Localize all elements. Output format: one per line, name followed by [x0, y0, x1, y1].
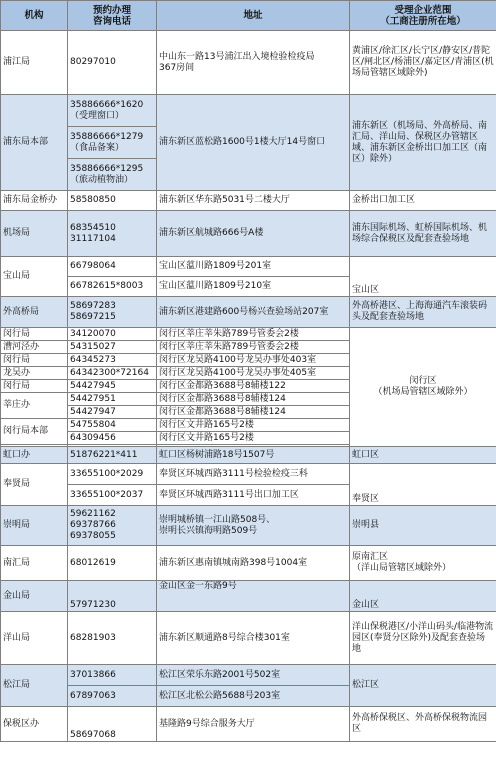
phone-cell: 35886666*1620 （受理窗口）: [68, 95, 157, 127]
phone-cell: 54427951: [68, 393, 157, 406]
header-phone: 预约办理 咨询电话: [68, 1, 157, 31]
address-cell: 闵行区金都路3688号8辅楼122: [157, 380, 350, 393]
phone-cell: 80297010: [68, 31, 157, 95]
agency-cell: 浦东局本部: [1, 95, 68, 191]
scope-cell: 虹口区: [350, 447, 496, 464]
address-cell: 浦东新区港建路600号杨兴查验场站207室: [157, 297, 350, 328]
scope-cell: 金山区: [350, 581, 496, 612]
agency-cell: 闵行局: [1, 354, 68, 367]
phone-cell: 58697068: [68, 707, 157, 742]
scope-cell: 奉贤区: [350, 464, 496, 506]
address-cell: 奉贤区环城西路3111号检验检疫三科: [157, 464, 350, 485]
scope-cell: 原南汇区 （洋山局管辖区域除外）: [350, 546, 496, 581]
agency-cell: 外高桥局: [1, 297, 68, 328]
table-row: [1, 546, 496, 581]
phone-cell: 35886666*1279 （食品备案）: [68, 127, 157, 159]
address-cell: 中山东一路13号浦江出入境检验检疫局 367房间: [157, 31, 350, 95]
address-cell: 闵行区龙吴路4100号龙吴办事处403室: [157, 354, 350, 367]
scope-cell: 浦东国际机场、虹桥国际机场、机场综合保税区及配套查验场地: [350, 211, 496, 257]
agency-cell: 机场局: [1, 211, 68, 257]
agency-cell: 虹口办: [1, 447, 68, 464]
scope-cell: 黄浦区/徐汇区/长宁区/静安区/普陀区/闸北区/杨浦区/嘉定区/青浦区(机场局管辖区域除外): [350, 31, 496, 95]
scope-cell: 外高桥港区、上海海通汽车滚装码头及配套查验场地: [350, 297, 496, 328]
phone-cell: 54315027: [68, 341, 157, 354]
agency-cell: 奉贤局: [1, 464, 68, 506]
address-cell: 崇明城桥镇一江山路508号、 崇明长兴镇海明路509号: [157, 506, 350, 546]
phone-cell: 33655100*2037: [68, 485, 157, 506]
address-cell: 浦东新区华东路5031号二楼大厅: [157, 191, 350, 211]
address-cell: 浦东新区惠南镇城南路398号1004室: [157, 546, 350, 581]
agency-cell: 南汇局: [1, 546, 68, 581]
phone-cell: 33655100*2029: [68, 464, 157, 485]
table-row: [1, 191, 496, 211]
agency-cell: 浦东局金桥办: [1, 191, 68, 211]
address-cell: 闵行区金都路3688号8辅楼124: [157, 406, 350, 419]
phone-cell: 68354510 31117104: [68, 211, 157, 257]
table-row: [1, 95, 496, 127]
phone-cell: 66782615*8003: [68, 277, 157, 297]
agency-cell: 洋山局: [1, 612, 68, 665]
phone-cell: 67897063: [68, 686, 157, 707]
phone-cell: 54427947: [68, 406, 157, 419]
phone-cell: 54427945: [68, 380, 157, 393]
phone-cell: 68281903: [68, 612, 157, 665]
address-cell: 奉贤区环城西路3111号出口加工区: [157, 485, 350, 506]
address-cell: 浦东新区航城路666号A楼: [157, 211, 350, 257]
address-cell: 浦东新区顺通路8号综合楼301室: [157, 612, 350, 665]
agency-cell: 闵行局本部: [1, 419, 68, 445]
table-row: [1, 211, 496, 257]
table-row: [1, 581, 496, 612]
phone-cell: 57971230: [68, 581, 157, 612]
table-row: [1, 257, 496, 277]
address-cell: 松江区荣乐东路2001号502室: [157, 665, 350, 686]
phone-cell: 64345273: [68, 354, 157, 367]
header-address: 地址: [157, 1, 350, 31]
address-cell: 宝山区蕰川路1809号210室: [157, 277, 350, 297]
scope-cell: 外高桥保税区、外高桥保税物流园区: [350, 707, 496, 742]
phone-cell: 66798064: [68, 257, 157, 277]
address-cell: 闵行区文井路165号2楼: [157, 432, 350, 445]
phone-cell: 35886666*1295 （旅动植物油）: [68, 159, 157, 191]
table-row: [1, 297, 496, 328]
scope-cell: 闵行区 （机场局管辖区域除外）: [350, 328, 496, 447]
agency-cell: 龙吴办: [1, 367, 68, 380]
table-row: [1, 447, 496, 464]
agency-cell: 保税区办: [1, 707, 68, 742]
header-row: [1, 1, 496, 31]
phone-cell: 58580850: [68, 191, 157, 211]
address-cell: 松江区北松公路5688号203室: [157, 686, 350, 707]
agency-cell: 漕河泾办: [1, 341, 68, 354]
phone-cell: 68012619: [68, 546, 157, 581]
address-cell: 闵行区文井路165号2楼: [157, 419, 350, 432]
agency-cell: 松江局: [1, 665, 68, 707]
address-cell: 基隆路9号综合服务大厅: [157, 707, 350, 742]
phone-cell: 64342300*72164: [68, 367, 157, 380]
address-cell: 闵行区莘庄莘朱路789号管委会2楼: [157, 328, 350, 341]
agency-cell: 闵行局: [1, 328, 68, 341]
phone-cell: 37013866: [68, 665, 157, 686]
header-agency: 机构: [1, 1, 68, 31]
phone-cell: 54755804: [68, 419, 157, 432]
address-cell: 宝山区蕰川路1809号201室: [157, 257, 350, 277]
scope-cell: 宝山区: [350, 257, 496, 297]
scope-cell: 松江区: [350, 665, 496, 707]
scope-cell: 浦东新区（机场局、外高桥局、南汇局、洋山局、保税区办管辖区域、浦东新区金桥出口加工区（南区）除外）: [350, 95, 496, 191]
agency-cell: 宝山局: [1, 257, 68, 297]
scope-cell: 金桥出口加工区: [350, 191, 496, 211]
agency-cell: 浦江局: [1, 31, 68, 95]
agency-cell: 崇明局: [1, 506, 68, 546]
phone-cell: 51876221*411: [68, 447, 157, 464]
table-row: [1, 328, 496, 341]
header-scope: 受理企业范围 （工商注册所在地）: [350, 1, 496, 31]
address-cell: 闵行区龙吴路4100号龙吴办事处405室: [157, 367, 350, 380]
table-row: [1, 612, 496, 665]
table-row: [1, 506, 496, 546]
table-row: [1, 31, 496, 95]
phone-cell: 59621162 69378766 69378055: [68, 506, 157, 546]
address-cell: 虹口区杨树浦路18号1507号: [157, 447, 350, 464]
table-row: [1, 464, 496, 485]
table-row: [1, 665, 496, 686]
table-row: [1, 707, 496, 742]
scope-cell: 洋山保税港区/小洋山码头/临港物流园区(奉贤分区除外)及配套查验场地: [350, 612, 496, 665]
phone-cell: 64309456: [68, 432, 157, 445]
agency-cell: 闵行局: [1, 380, 68, 393]
phone-cell: 34120070: [68, 328, 157, 341]
address-cell: 金山区金一东路9号: [157, 581, 350, 612]
phone-cell: 58697283 58697215: [68, 297, 157, 328]
agency-cell: 莘庄办: [1, 393, 68, 419]
address-cell: 闵行区金都路3688号8辅楼124: [157, 393, 350, 406]
agency-cell: 金山局: [1, 581, 68, 612]
scope-cell: 崇明县: [350, 506, 496, 546]
address-cell: 闵行区莘庄莘朱路789号管委会2楼: [157, 341, 350, 354]
address-cell: 浦东新区蓝松路1600号1楼大厅14号窗口: [157, 95, 350, 191]
